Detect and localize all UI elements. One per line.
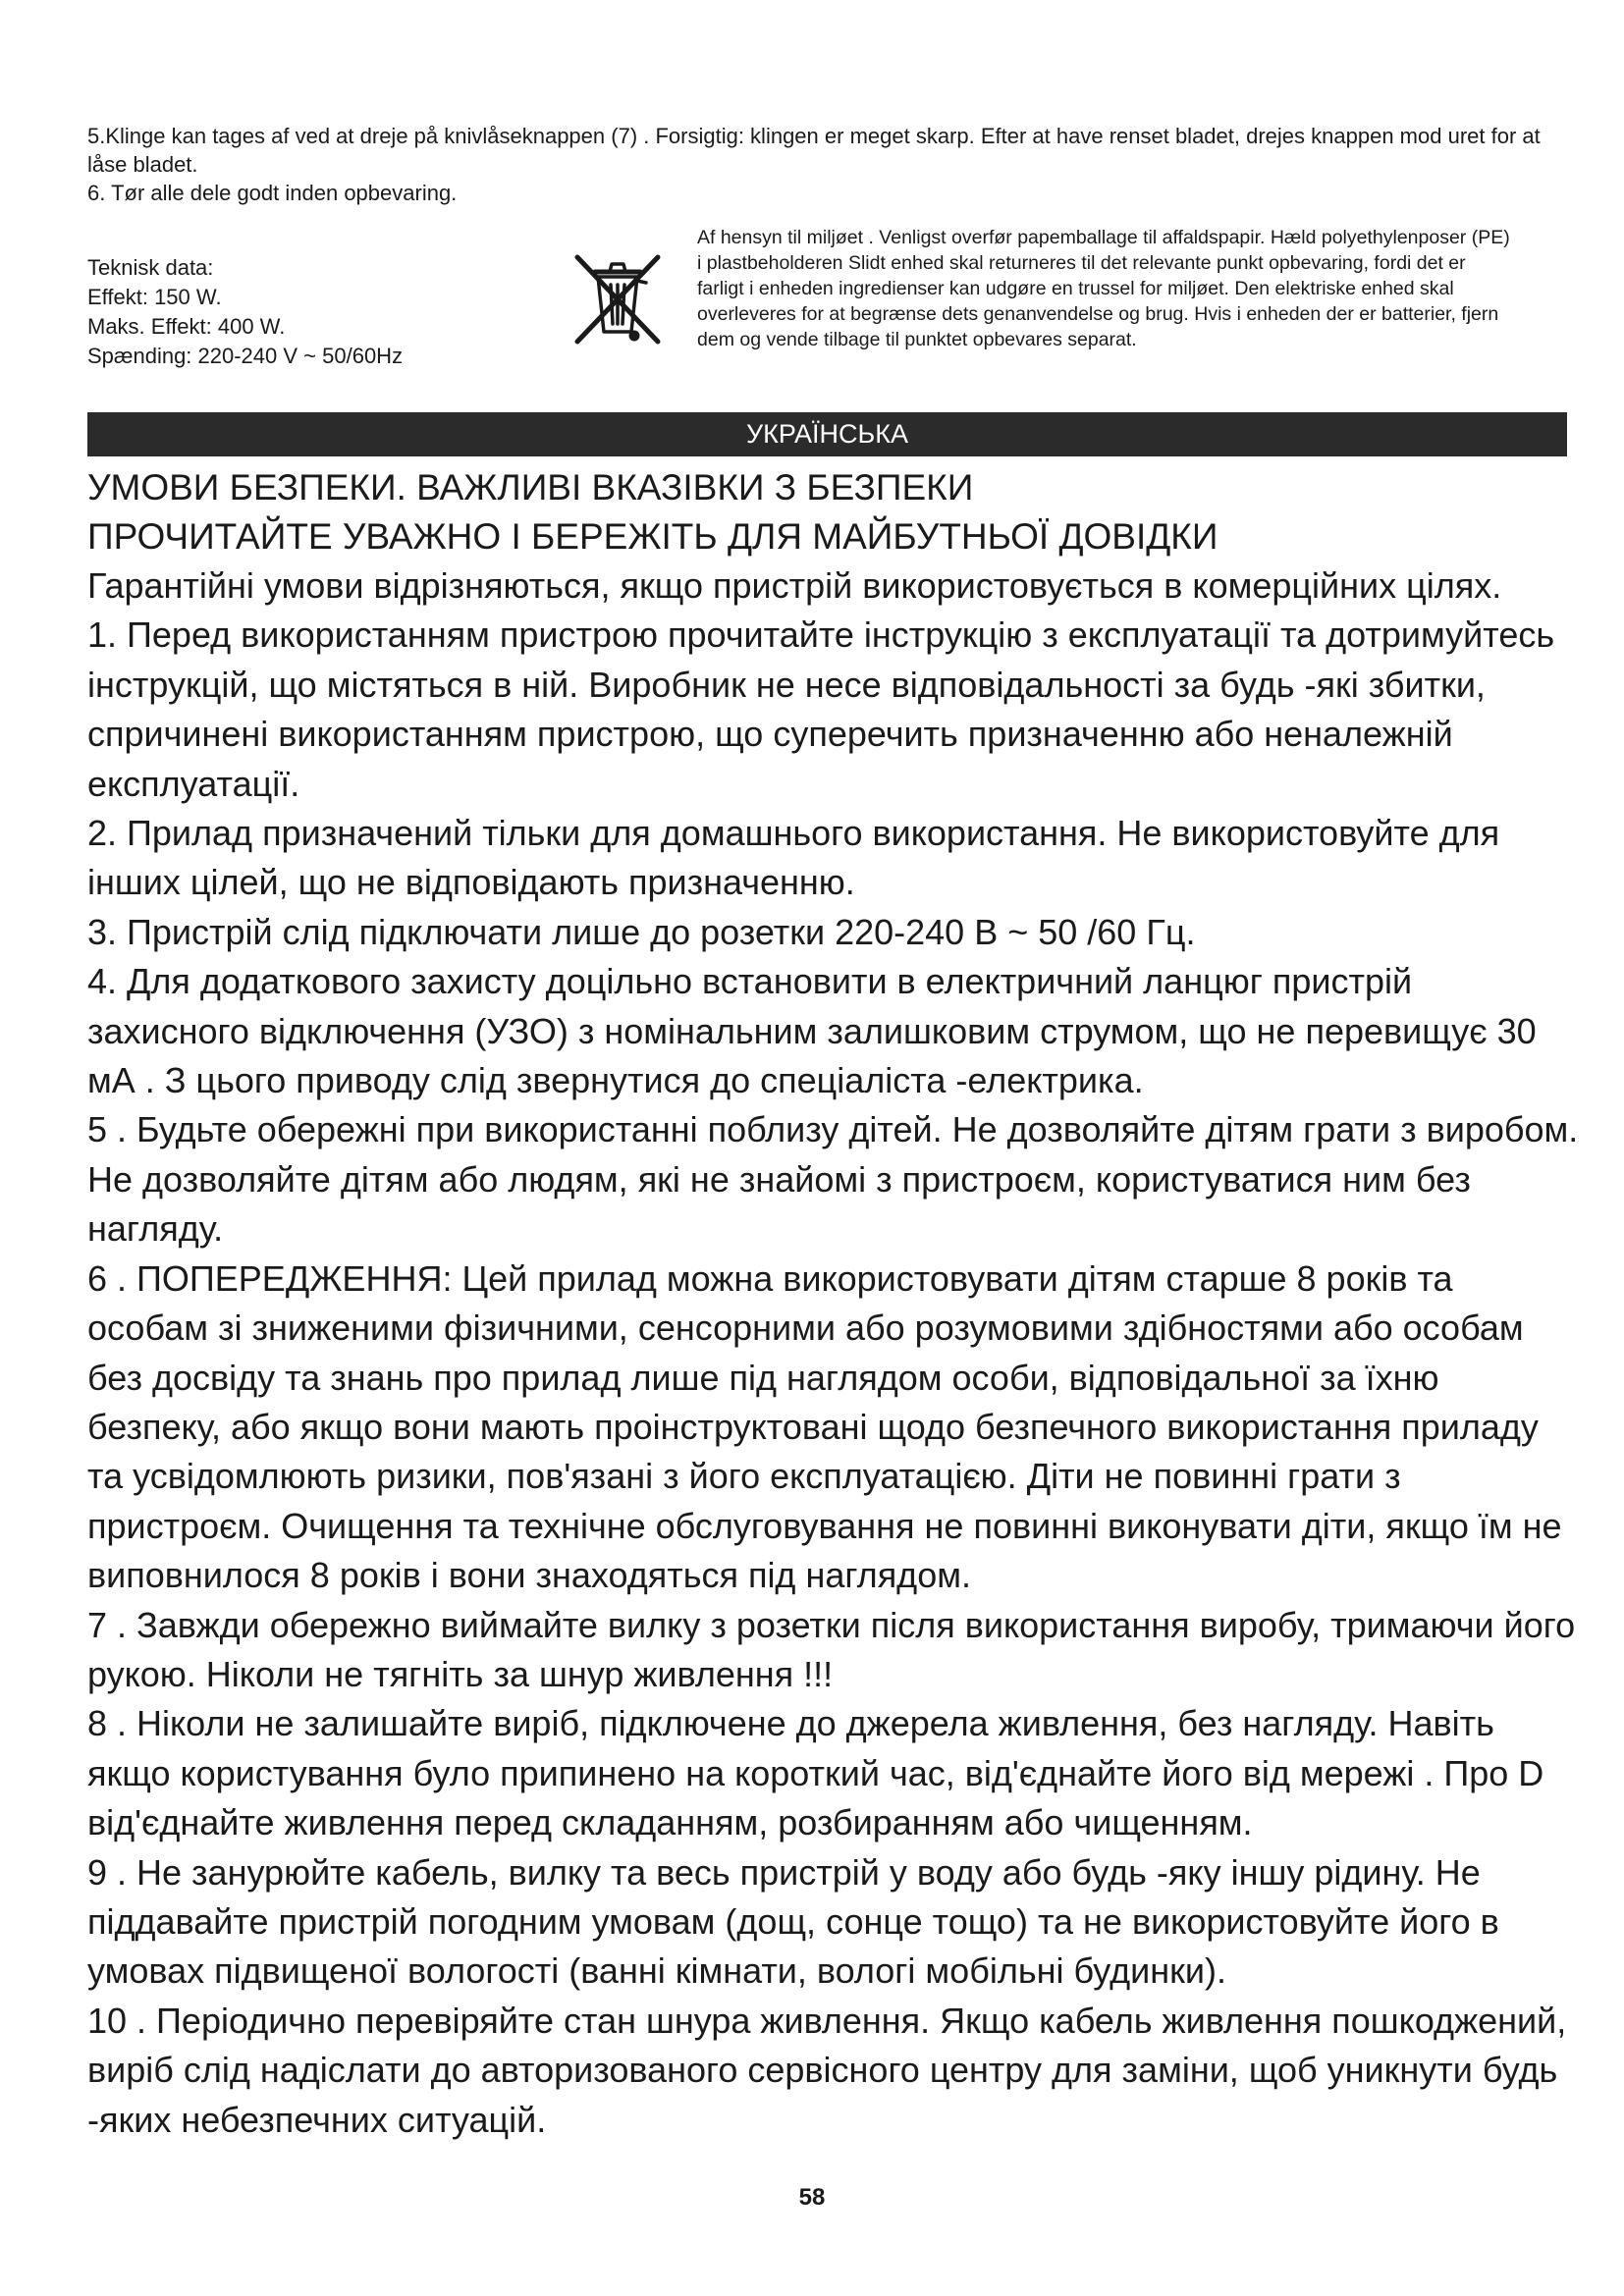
ukrainian-safety-section — [87, 463, 1580, 2145]
safety-item-4: 4. Для додаткового захисту доцільно встановити в електричний ланцюг пристрій захисного відключення (УЗО) з номінальним залишковим струмом, що не перевищує 30 мА . З цього приводу слід звернутися до спеціаліста -електрика. — [87, 961, 1537, 1101]
safety-item-1: 1. Перед використанням пристрою прочитайте інструкцію з експлуатації та дотримуйтесь інструкцій, що містяться в ній. Виробник не несе відповідальності за будь -які збитки, спричинені використанням пристрою, що суперечить призначенню або неналежній експлуатації. — [87, 614, 1555, 804]
environment-notice: Af hensyn til miljøet . Venligst overfør papemballage til affaldspapir. Hæld polyethylenposer (PE) i plastbeholderen Slidt enhed skal returneres til det relevante punkt opbevaring, fordi det er farligt i enheden ingredienser kan udgøre en trussel for miljøet. Den elektriske enhed skal overleveres for at begrænse dets genanvendelse og brug. Hvis i enheden der er batterier, fjern dem og vende tilbage til punktet opbevares separat. — [697, 227, 1510, 350]
safety-item-2: 2. Прилад призначений тільки для домашнього використання. Не використовуйте для інших цілей, що не відповідають призначенню. — [87, 813, 1500, 903]
safety-item-5: 5 . Будьте обережні при використанні поблизу дітей. Не дозволяйте дітям грати з виробом. Не дозволяйте дітям або людям, які не знайомі з пристроєм, користуватися ним без нагляду. — [87, 1109, 1579, 1250]
safety-item-9: 9 . Не занурюйте кабель, вилку та весь пристрій у воду або будь -яку іншу рідину. Не піддавайте пристрій погодним умовам (дощ, сонце тощо) та не використовуйте його в умовах підвищеної вологості (ванні кімнати, вологі мобільні будинки). — [87, 1851, 1499, 1992]
tech-voltage: Spænding: 220-240 V ~ 50/60Hz — [87, 344, 404, 368]
safety-item-10: 10 . Періодично перевіряйте стан шнура живлення. Якщо кабель живлення пошкоджений, виріб слід надіслати до авторизованого сервісного центру для заміни, щоб уникнути будь -яких небезпечних ситуацій. — [87, 2000, 1567, 2140]
safety-heading-1: УМОВИ БЕЗПЕКИ. ВАЖЛИВІ ВКАЗІВКИ З БЕЗПЕКИ — [87, 467, 974, 507]
crossed-out-wheelie-bin-icon — [564, 245, 672, 351]
page-number: 58 — [798, 2184, 826, 2211]
section-language-bar: УКРАЇНСЬКА — [87, 412, 1567, 456]
safety-item-6: 6 . ПОПЕРЕДЖЕННЯ: Цей прилад можна використовувати дітям старше 8 років та особам зі зниженими фізичними, сенсорними або розумовими здібностями або особам без досвіду та знань про прилад лише під наглядом особи, відповідальної за їхню безпеку, або якщо вони мають проінструктовані щодо безпечного використання приладу та усвідомлюють ризики, пов'язані з його експлуатацією. Діти не повинні грати з пристроєм. Очищення та технічне обслуговування не повинні виконувати діти, якщо їм не виповнилося 8 років і вони знаходяться під наглядом. — [87, 1257, 1562, 1596]
safety-item-3: 3. Пристрій слід підключати лише до розетки 220-240 В ~ 50 /60 Гц. — [87, 911, 1196, 952]
danish-step-5: 5.Klinge kan tages af ved at dreje på knivlåseknappen (7) . Forsigtig: klingen er meget skarp. Efter at have renset bladet, drejes knappen mod uret for at låse bladet. — [87, 124, 1541, 177]
warranty-note: Гарантійні умови відрізняються, якщо пристрій використовується в комерційних цілях. — [87, 565, 1502, 606]
tech-title: Teknisk data: — [87, 255, 214, 280]
danish-cleaning-steps — [87, 122, 1541, 207]
tech-power: Effekt: 150 W. — [87, 285, 222, 309]
safety-item-8: 8 . Ніколи не залишайте виріб, підключене до джерела живлення, без нагляду. Навіть якщо користування було припинено на короткий час, від'єднайте його від мережі . Про D від'єднайте живлення перед складанням, розбиранням або чищенням. — [87, 1703, 1544, 1843]
safety-heading-2: ПРОЧИТАЙТЕ УВАЖНО І БЕРЕЖІТЬ ДЛЯ МАЙБУТНЬОЇ ДОВІДКИ — [87, 516, 1218, 557]
danish-step-6: 6. Tør alle dele godt inden opbevaring. — [87, 181, 458, 205]
tech-max-power: Maks. Effekt: 400 W. — [87, 314, 286, 339]
technical-data — [87, 253, 403, 371]
safety-item-7: 7 . Завжди обережно виймайте вилку з розетки після використання виробу, тримаючи його рукою. Ніколи не тягніть за шнур живлення !!! — [87, 1604, 1576, 1694]
